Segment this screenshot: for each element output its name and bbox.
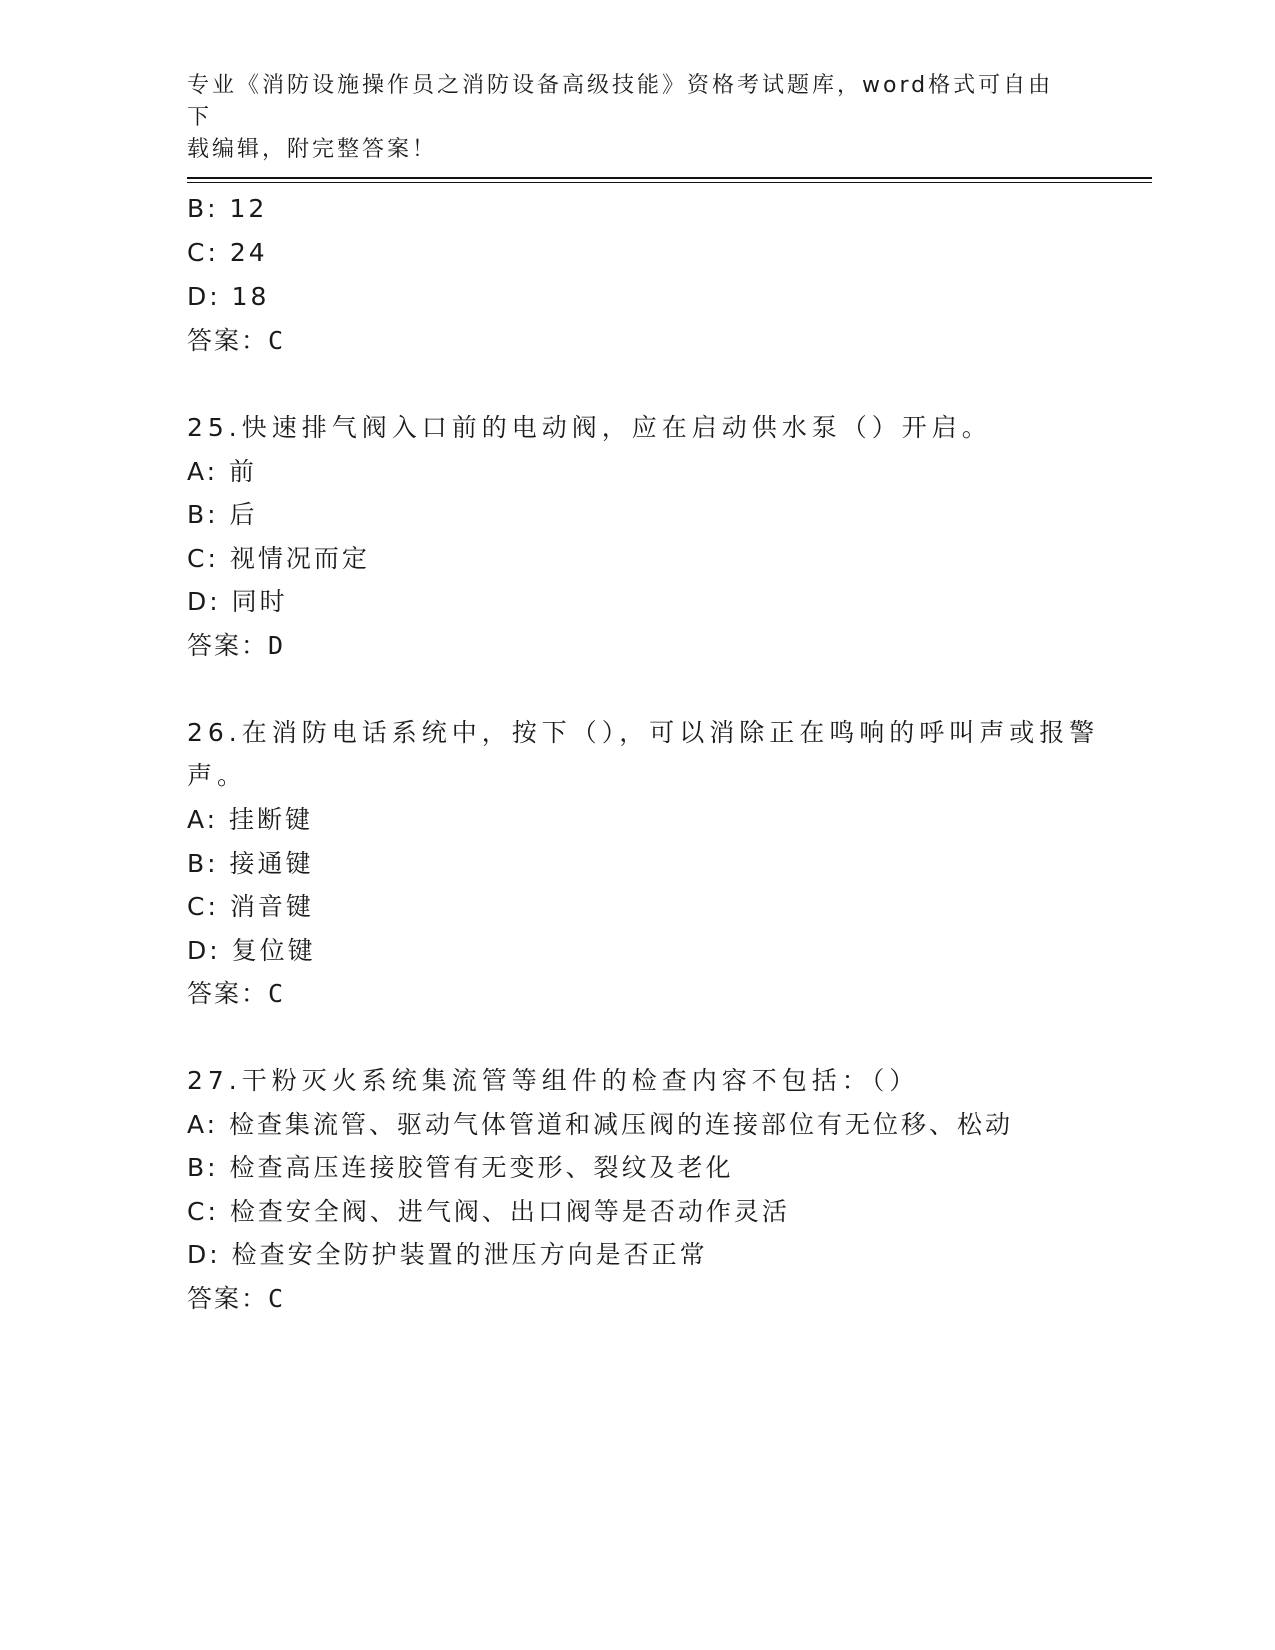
q26-option-d: D: 复位键 [187, 936, 316, 965]
q27-answer: 答案：C [187, 1284, 286, 1313]
prev-option-b: B: 12 [187, 194, 268, 223]
q26-stem-line-1: 26.在消防电话系统中，按下（），可以消除正在鸣响的呼叫声或报警 [187, 718, 1100, 747]
q26-option-a: A: 挂断键 [187, 805, 314, 834]
document-header [187, 70, 1067, 166]
header-line-1: 专业《消防设施操作员之消防设备高级技能》资格考试题库，word格式可自由下 [187, 73, 1054, 130]
q27-stem: 27.干粉灭火系统集流管等组件的检查内容不包括：（） [187, 1066, 920, 1095]
q26-option-c: C: 消音键 [187, 892, 314, 921]
header-divider-thin [187, 182, 1152, 183]
q25-option-b: B: 后 [187, 500, 258, 529]
q25-option-d: D: 同时 [187, 587, 288, 616]
q25-option-a: A: 前 [187, 457, 258, 486]
q26-stem-line-2: 声。 [187, 761, 248, 790]
prev-answer: 答案：C [187, 326, 286, 355]
header-line-2: 载编辑，附完整答案！ [187, 137, 438, 162]
q25-stem: 25.快速排气阀入口前的电动阀，应在启动供水泵（）开启。 [187, 413, 992, 442]
header-divider [187, 177, 1152, 179]
q25-answer: 答案：D [187, 631, 286, 660]
q27-option-d: D: 检查安全防护装置的泄压方向是否正常 [187, 1240, 708, 1269]
q27-option-b: B: 检查高压连接胶管有无变形、裂纹及老化 [187, 1153, 734, 1182]
q27-option-c: C: 检查安全阀、进气阀、出口阀等是否动作灵活 [187, 1197, 790, 1226]
q26-answer: 答案：C [187, 979, 286, 1008]
prev-option-d: D: 18 [187, 282, 270, 311]
q26-option-b: B: 接通键 [187, 849, 314, 878]
q25-option-c: C: 视情况而定 [187, 544, 370, 573]
prev-option-c: C: 24 [187, 238, 268, 267]
q27-option-a: A: 检查集流管、驱动气体管道和减压阀的连接部位有无位移、松动 [187, 1110, 1014, 1139]
